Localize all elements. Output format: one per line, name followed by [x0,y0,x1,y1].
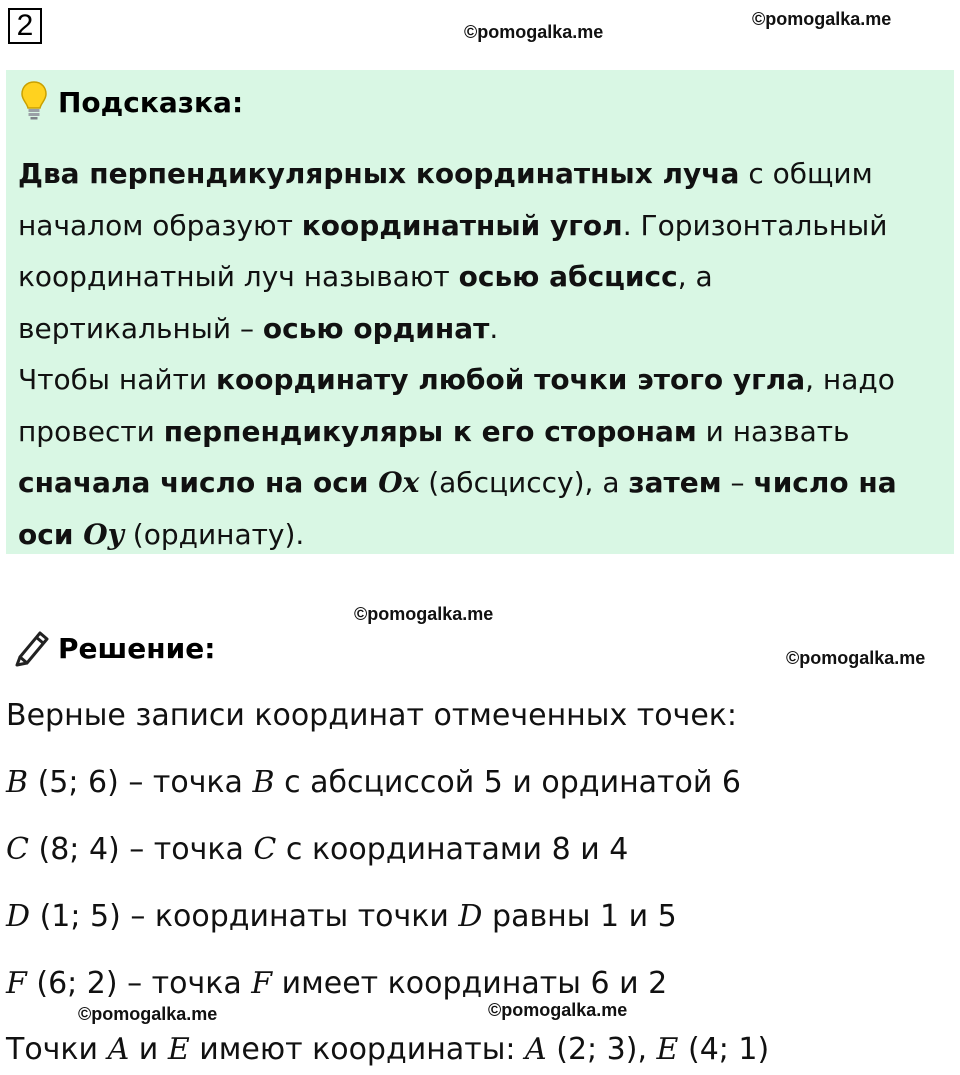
pencil-icon [12,625,54,672]
watermark: ©pomogalka.me [464,22,604,42]
hint-title: Подсказка: [58,85,244,119]
watermark: ©pomogalka.me [786,648,926,668]
solution-line: B (5; 6) – точка B с абсциссой 5 и ординатой 6 [6,765,742,800]
watermark: ©pomogalka.me [354,604,494,624]
solution-header [12,624,215,672]
watermark: ©pomogalka.me [752,9,892,29]
solution-conclusion: Точки A и E имеют координаты: A (2; 3), E (4; 1) [6,1032,770,1067]
solution-intro: Верные записи координат отмеченных точек: [6,698,738,733]
solution-title: Решение: [58,631,216,665]
problem-number: 2 [8,8,42,44]
solution-line: F (6; 2) – точка F имеет координаты 6 и 2 [6,966,668,1001]
solution-line: C (8; 4) – точка C с координатами 8 и 4 [6,832,629,867]
hint-header [20,82,243,122]
solution-line: D (1; 5) – координаты точки D равны 1 и 5 [6,899,677,934]
hint-box [6,70,954,554]
hint-text: Два перпендикулярных координатных луча с общим началом образуют координатный угол. Горизонтальный координатный луч называют осью абсцисс, а вертикальный – осью ординат. Чтобы найти координату любой точки этого угла, надо провести перпендикуляры к его сторонам и назвать сначала число на оси Ox (абсциссу), а затем – число на оси Oy (ординату). [18,157,897,551]
lightbulb-icon [20,80,48,125]
watermark: ©pomogalka.me [488,1000,628,1020]
watermark: ©pomogalka.me [78,1004,218,1024]
